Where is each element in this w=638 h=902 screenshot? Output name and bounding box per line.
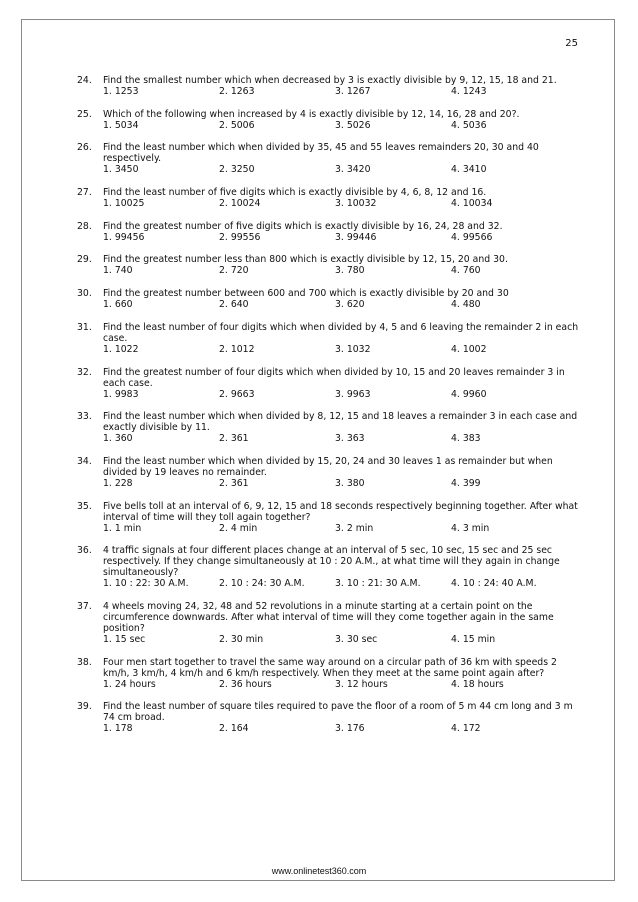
answer-option: 3. 12 hours [335, 678, 388, 690]
answer-option: 3. 1267 [335, 86, 371, 97]
question-item [77, 411, 583, 444]
question-number: 32. [77, 366, 92, 378]
answer-option: 1. 1253 [103, 86, 139, 97]
question-text: Find the smallest number which when decreased by 3 is exactly divisible by 9, 12, 15, 18 and 21. [103, 75, 557, 86]
question-number: 34. [77, 455, 92, 467]
answer-option: 2. 720 [219, 265, 249, 277]
answer-option: 4. 1002 [451, 343, 487, 355]
question-text: 4 traffic signals at four different places change at an interval of 5 sec, 10 sec, 15 sec and 25 sec respectively. If they change simultaneously at 10 : 20 A.M., at what time will they again in change simultaneously? [103, 545, 560, 579]
question-number: 24. [77, 75, 92, 86]
answer-option: 2. 10024 [219, 198, 261, 210]
question-item [77, 501, 583, 534]
answer-option: 3. 3420 [335, 164, 371, 176]
answer-option: 1. 360 [103, 433, 133, 445]
question-item [77, 601, 583, 645]
answer-option: 3. 10 : 21: 30 A.M. [335, 578, 421, 590]
question-number: 37. [77, 600, 92, 612]
answer-options [103, 344, 583, 355]
answer-option: 2. 3250 [219, 164, 255, 176]
answer-option: 3. 5026 [335, 119, 371, 131]
question-text: Find the least number of four digits which when divided by 4, 5 and 6 leaving the remainder 2 in each case. [103, 321, 579, 344]
answer-option: 2. 1012 [219, 343, 255, 355]
question-text: Find the least number which when divided by 35, 45 and 55 leaves remainders 20, 30 and 40 respectively. [103, 142, 539, 165]
answer-option: 1. 10 : 22: 30 A.M. [103, 578, 189, 590]
question-item [77, 456, 583, 489]
answer-option: 4. 760 [451, 265, 481, 277]
answer-option: 3. 99446 [335, 231, 377, 243]
answer-option: 1. 10025 [103, 198, 145, 210]
page-number: 25 [565, 38, 578, 49]
question-number: 31. [77, 321, 92, 333]
answer-option: 2. 361 [219, 477, 249, 489]
answer-option: 1. 740 [103, 265, 133, 277]
answer-option: 3. 363 [335, 433, 365, 445]
answer-option: 1. 660 [103, 299, 133, 311]
question-number: 35. [77, 500, 92, 512]
answer-option: 2. 30 min [219, 633, 264, 645]
answer-options [103, 299, 583, 310]
question-number: 26. [77, 142, 92, 154]
answer-option: 3. 10032 [335, 198, 377, 210]
question-item [77, 254, 583, 276]
answer-option: 3. 2 min [335, 522, 374, 534]
answer-options [103, 265, 583, 276]
question-item [77, 701, 583, 734]
answer-option: 3. 1032 [335, 343, 371, 355]
question-text: Four men start together to travel the same way around on a circular path of 36 km with speeds 2 km/h, 3 km/h, 4 km/h and 6 km/h respectively. When they meet at the same point again after? [103, 656, 557, 679]
answer-option: 3. 380 [335, 477, 365, 489]
answer-option: 3. 176 [335, 723, 365, 735]
question-text: Which of the following when increased by 4 is exactly divisible by 12, 14, 16, 28 and 20?. [103, 108, 520, 120]
answer-option: 4. 383 [451, 433, 481, 445]
question-number: 39. [77, 701, 92, 713]
answer-option: 2. 361 [219, 433, 249, 445]
answer-options [103, 679, 583, 690]
answer-options [103, 478, 583, 489]
answer-option: 3. 620 [335, 299, 365, 311]
question-number: 25. [77, 108, 92, 120]
question-number: 27. [77, 187, 92, 199]
question-text: Find the greatest number less than 800 which is exactly divisible by 12, 15, 20 and 30. [103, 254, 508, 266]
answer-option: 2. 1263 [219, 86, 255, 97]
question-number: 36. [77, 545, 92, 557]
answer-options [103, 86, 583, 97]
answer-option: 4. 480 [451, 299, 481, 311]
question-item [77, 142, 583, 175]
answer-option: 2. 164 [219, 723, 249, 735]
answer-option: 4. 1243 [451, 86, 487, 97]
answer-option: 1. 5034 [103, 119, 139, 131]
answer-options [103, 389, 583, 400]
question-text: Find the greatest number between 600 and 700 which is exactly divisible by 20 and 30 [103, 288, 509, 300]
answer-option: 4. 18 hours [451, 678, 504, 690]
answer-option: 4. 399 [451, 477, 481, 489]
answer-option: 3. 30 sec [335, 633, 378, 645]
question-text: 4 wheels moving 24, 32, 48 and 52 revolutions in a minute starting at a certain point on the circumference downwards. After what interval of time will they come together again in the same position? [103, 600, 554, 634]
question-text: Find the least number which when divided by 15, 20, 24 and 30 leaves 1 as remainder but when divided by 19 leaves no remainder. [103, 455, 553, 478]
footer-url: www.onlinetest360.com [271, 866, 367, 876]
answer-option: 1. 99456 [103, 231, 145, 243]
answer-option: 2. 99556 [219, 231, 261, 243]
answer-option: 2. 640 [219, 299, 249, 311]
question-item [77, 288, 583, 310]
question-number: 38. [77, 656, 92, 668]
question-text: Five bells toll at an interval of 6, 9, 12, 15 and 18 seconds respectively beginning together. After what interval of time will they toll again together? [103, 500, 578, 523]
question-item [77, 367, 583, 400]
answer-option: 1. 15 sec [103, 633, 146, 645]
question-item [77, 322, 583, 355]
answer-option: 1. 24 hours [103, 678, 156, 690]
question-number: 33. [77, 411, 92, 423]
question-item [77, 545, 583, 589]
answer-option: 2. 9663 [219, 388, 255, 400]
answer-option: 1. 9983 [103, 388, 139, 400]
question-number: 30. [77, 288, 92, 300]
question-item [77, 187, 583, 209]
question-item [77, 221, 583, 243]
answer-option: 4. 15 min [451, 633, 496, 645]
answer-option: 4. 5036 [451, 119, 487, 131]
answer-options [103, 232, 583, 243]
question-number: 29. [77, 254, 92, 266]
answer-option: 2. 36 hours [219, 678, 272, 690]
question-text: Find the greatest number of five digits which is exactly divisible by 16, 24, 28 and 32. [103, 220, 503, 232]
question-text: Find the least number of five digits which is exactly divisible by 4, 6, 8, 12 and 16. [103, 187, 487, 199]
answer-options [103, 120, 583, 131]
question-item [77, 109, 583, 131]
question-text: Find the greatest number of four digits which when divided by 10, 15 and 20 leaves remainder 3 in each case. [103, 366, 565, 389]
answer-option: 2. 5006 [219, 119, 255, 131]
answer-option: 3. 780 [335, 265, 365, 277]
answer-options [103, 634, 583, 645]
answer-option: 2. 4 min [219, 522, 258, 534]
answer-option: 4. 172 [451, 723, 481, 735]
question-text: Find the least number of square tiles required to pave the floor of a room of 5 m 44 cm long and 3 m 74 cm broad. [103, 701, 573, 724]
question-number: 28. [77, 220, 92, 232]
answer-option: 3. 9963 [335, 388, 371, 400]
answer-options [103, 433, 583, 444]
answer-options [103, 164, 583, 175]
answer-option: 1. 178 [103, 723, 133, 735]
answer-options [103, 198, 583, 209]
answer-option: 4. 3 min [451, 522, 490, 534]
answer-option: 4. 3410 [451, 164, 487, 176]
answer-option: 2. 10 : 24: 30 A.M. [219, 578, 305, 590]
question-text: Find the least number which when divided by 8, 12, 15 and 18 leaves a remainder 3 in each case and exactly divisible by 11. [103, 411, 578, 434]
question-list [77, 75, 583, 746]
answer-options [103, 578, 583, 589]
answer-options [103, 523, 583, 534]
answer-option: 4. 10 : 24: 40 A.M. [451, 578, 537, 590]
question-item [77, 75, 583, 97]
answer-option: 4. 99566 [451, 231, 493, 243]
answer-option: 1. 3450 [103, 164, 139, 176]
answer-option: 1. 1022 [103, 343, 139, 355]
answer-option: 1. 1 min [103, 522, 142, 534]
answer-option: 1. 228 [103, 477, 133, 489]
answer-option: 4. 9960 [451, 388, 487, 400]
question-item [77, 657, 583, 690]
answer-option: 4. 10034 [451, 198, 493, 210]
answer-options [103, 723, 583, 734]
